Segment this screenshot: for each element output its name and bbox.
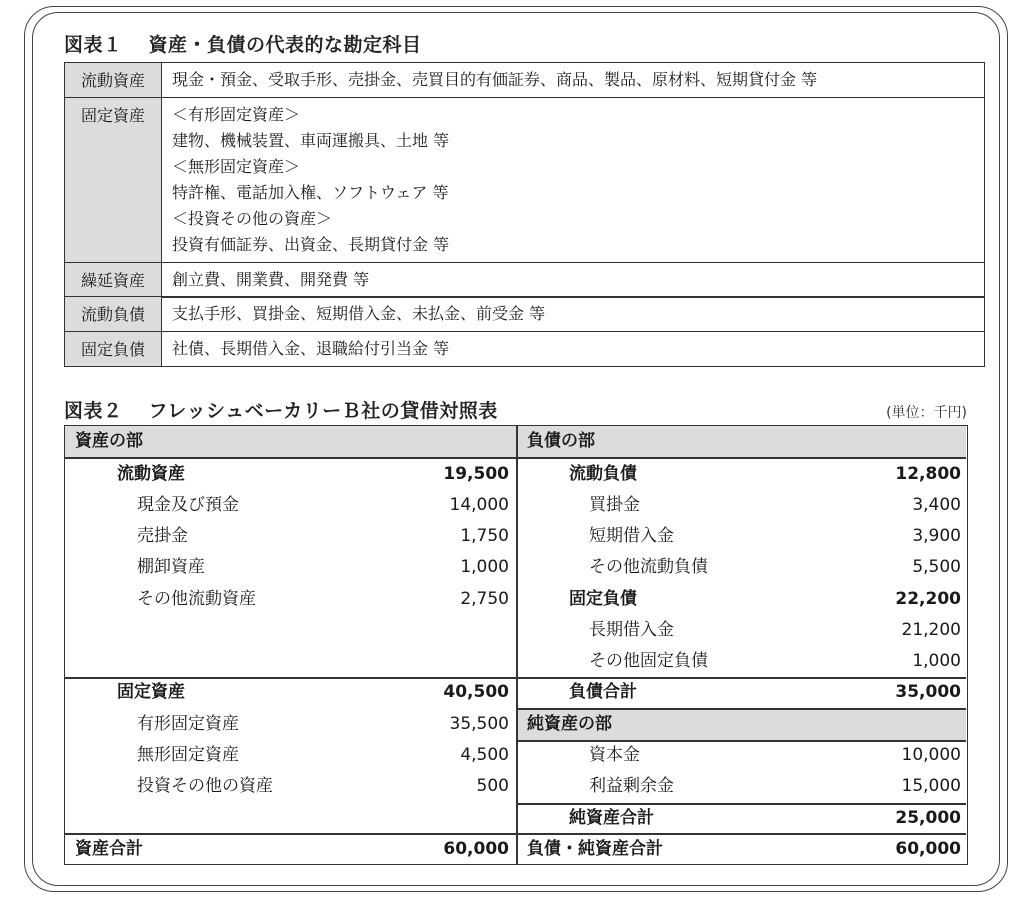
liability-item-value: 3,400 <box>912 495 961 515</box>
fig2-title-text: フレッシュベーカリーＢ社の貸借対照表 <box>148 400 498 422</box>
equity-total-top-line <box>516 803 966 805</box>
fixed-liabilities-value: 22,200 <box>895 589 961 609</box>
assets-header: 資産の部 <box>75 431 143 451</box>
liab-equity-total-value: 60,000 <box>895 839 961 859</box>
fig1-header-current-assets: 流動資産 <box>65 63 162 98</box>
current-assets-label: 流動資産 <box>117 464 185 484</box>
equity-item-label: 利益剰余金 <box>589 776 674 796</box>
liabilities-header: 負債の部 <box>527 431 595 451</box>
fixed-assets-label: 固定資産 <box>117 682 185 702</box>
asset-item-value: 2,750 <box>460 589 509 609</box>
equity-item-value: 15,000 <box>901 776 961 796</box>
asset-item-value: 4,500 <box>460 745 509 765</box>
fig1-title <box>64 30 422 57</box>
fig1-line: 現金・預金、受取手形、売掛金、売買目的有価証券、商品、製品、原材料、短期貸付金 等 <box>172 70 818 89</box>
liabilities-total-top-line <box>516 677 966 679</box>
equity-total-label: 純資産合計 <box>569 808 654 828</box>
fig1-line: 投資有価証券、出資金、長期貸付金 等 <box>172 235 450 254</box>
liab-equity-total-label: 負債・純資産合計 <box>527 839 663 859</box>
fixed-assets-top-line <box>65 677 516 679</box>
asset-item-value: 14,000 <box>449 495 509 515</box>
equity-header: 純資産の部 <box>527 714 612 734</box>
liability-item-label: 買掛金 <box>589 495 640 515</box>
fig1-title-text: 資産・負債の代表的な勘定科目 <box>148 34 422 56</box>
fig1-line: 建物、機械装置、車両運搬具、土地 等 <box>172 131 450 150</box>
fig1-value-current-assets <box>162 63 985 98</box>
asset-item-value: 35,500 <box>449 714 509 734</box>
fig1-number: 図表１ <box>64 34 123 56</box>
fig1-line: 創立費、開業費、開発費 等 <box>172 270 370 289</box>
fig1-line: 支払手形、買掛金、短期借入金、未払金、前受金 等 <box>172 304 546 323</box>
fig2-title <box>64 396 498 423</box>
liability-item-value: 21,200 <box>901 620 961 640</box>
equity-total-value: 25,000 <box>895 808 961 828</box>
current-liabilities-label: 流動負債 <box>569 464 637 484</box>
asset-item-label: 投資その他の資産 <box>137 776 273 796</box>
fig1-row-deferred-assets <box>65 263 985 298</box>
fixed-liabilities-label: 固定負債 <box>569 589 637 609</box>
asset-item-label: 現金及び預金 <box>137 495 239 515</box>
fig1-line: ＜有形固定資産＞ <box>172 105 301 124</box>
fig2-unit: (単位：千円) <box>886 405 967 421</box>
fig1-header-fixed-assets: 固定資産 <box>65 98 162 263</box>
liability-item-value: 3,900 <box>912 526 961 546</box>
liability-item-value: 1,000 <box>912 651 961 671</box>
fig1-row-fixed-liabilities <box>65 332 985 367</box>
center-divider <box>516 426 518 864</box>
asset-item-value: 1,000 <box>460 557 509 577</box>
fig1-row-fixed-assets <box>65 98 985 263</box>
asset-item-label: 売掛金 <box>137 526 188 546</box>
liabilities-total-value: 35,000 <box>895 682 961 702</box>
asset-item-label: 無形固定資産 <box>137 745 239 765</box>
fig1-row-current-liabilities <box>65 297 985 332</box>
fig1-header-fixed-liabilities: 固定負債 <box>65 332 162 367</box>
asset-item-label: 有形固定資産 <box>137 714 239 734</box>
liabilities-total-label: 負債合計 <box>569 682 637 702</box>
fig1-value-fixed-liabilities <box>162 332 985 367</box>
fixed-assets-value: 40,500 <box>443 682 509 702</box>
fig1-line: 社債、長期借入金、退職給付引当金 等 <box>172 339 450 358</box>
asset-item-label: 棚卸資産 <box>137 557 205 577</box>
totals-top-line <box>65 833 966 835</box>
header-divider <box>65 457 966 459</box>
fig1-header-current-liabilities: 流動負債 <box>65 297 162 332</box>
fig2-number: 図表２ <box>64 400 123 422</box>
liability-item-label: 長期借入金 <box>589 620 674 640</box>
liability-item-label: 短期借入金 <box>589 526 674 546</box>
equity-header-bottom-line <box>516 740 966 742</box>
fig1-header-deferred-assets: 繰延資産 <box>65 263 162 298</box>
fig1-value-current-liabilities <box>162 297 985 332</box>
fig1-line: ＜無形固定資産＞ <box>172 157 301 176</box>
fig1-value-deferred-assets <box>162 263 985 298</box>
liability-item-label: その他流動負債 <box>589 557 708 577</box>
equity-header-top-line <box>516 708 966 710</box>
assets-total-label: 資産合計 <box>75 839 143 859</box>
fig1-assets-table <box>64 62 985 298</box>
asset-item-label: その他流動資産 <box>137 589 256 609</box>
fig1-value-fixed-assets <box>162 98 985 263</box>
liability-item-label: その他固定負債 <box>589 651 708 671</box>
current-assets-value: 19,500 <box>443 464 509 484</box>
fig1-line: 特許権、電話加入権、ソフトウェア 等 <box>172 183 449 202</box>
assets-total-value: 60,000 <box>443 839 509 859</box>
liability-item-value: 5,500 <box>912 557 961 577</box>
asset-item-value: 1,750 <box>460 526 509 546</box>
fig1-line: ＜投資その他の資産＞ <box>172 209 333 228</box>
current-liabilities-value: 12,800 <box>895 464 961 484</box>
fig1-liabilities-table <box>64 296 985 367</box>
balance-sheet <box>64 425 968 865</box>
asset-item-value: 500 <box>476 776 509 796</box>
equity-item-value: 10,000 <box>901 745 961 765</box>
equity-item-label: 資本金 <box>589 745 640 765</box>
fig1-row-current-assets <box>65 63 985 98</box>
